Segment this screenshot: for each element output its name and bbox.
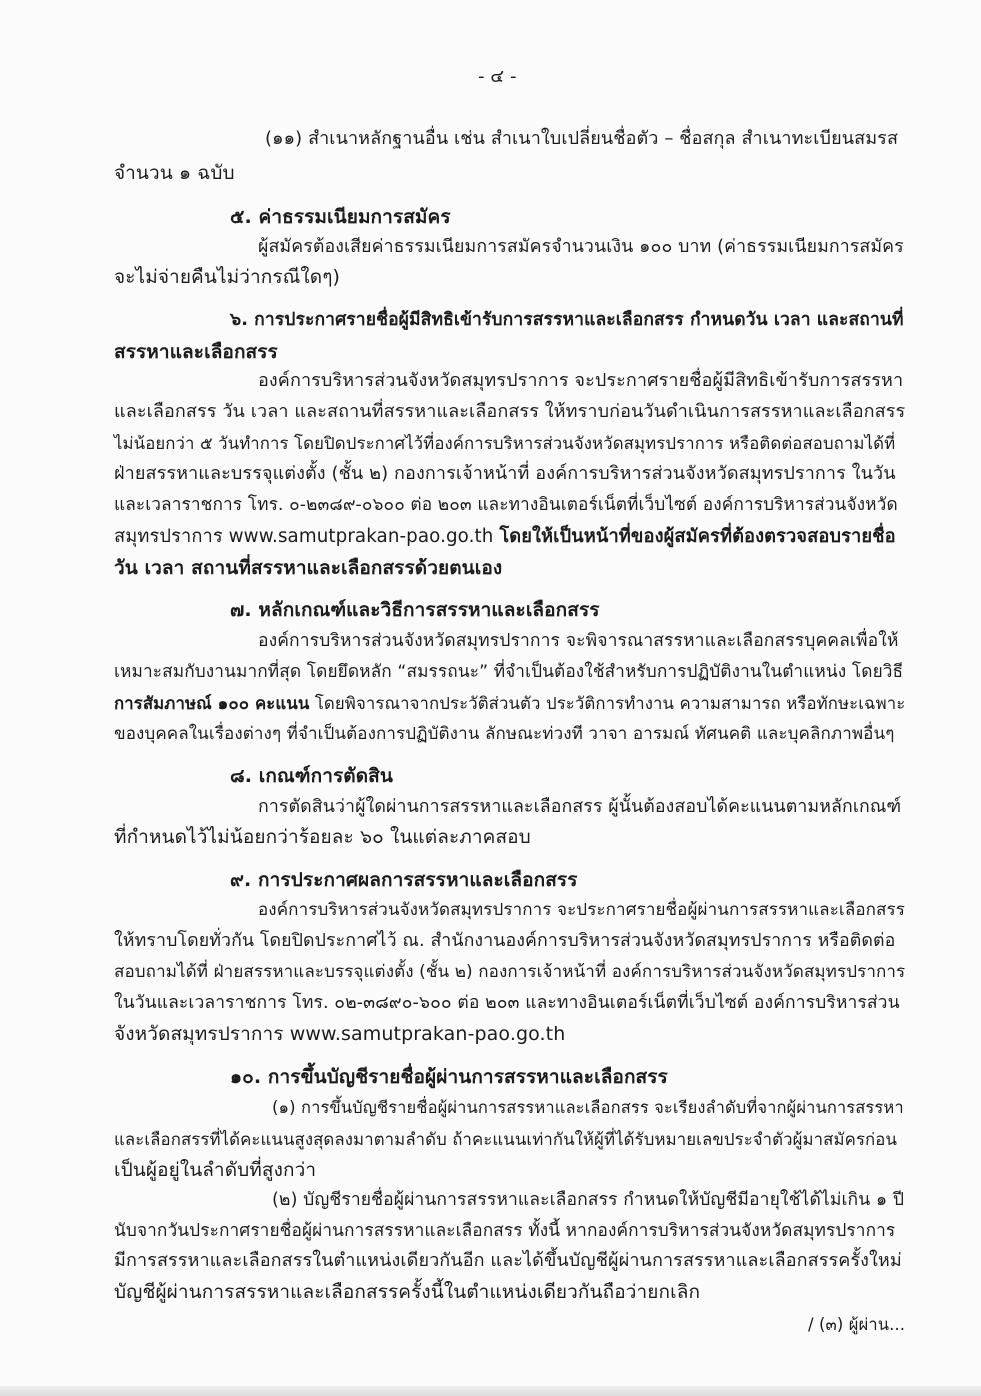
- section-7-line-3: [114, 688, 905, 718]
- section-7-interview-score: การสัมภาษณ์ ๑๐๐ คะแนน: [114, 693, 310, 713]
- section-10-sub-2-line-2: นับจากวันประกาศรายชื่อผู้ผ่านการสรรหาและเลือกสรร ทั้งนี้ หากองค์การบริหารส่วนจังหวัดสมุทรปราการ: [114, 1221, 896, 1241]
- section-9-line-5: จังหวัดสมุทรปราการ www.samutprakan-pao.go.th: [114, 1023, 566, 1045]
- section-10-heading: ๑๐. การขึ้นบัญชีรายชื่อผู้ผ่านการสรรหาและเลือกสรร: [230, 1066, 668, 1088]
- section-8-heading: ๘. เกณฑ์การตัดสิน: [230, 765, 393, 787]
- continuation-note: / (๓) ผู้ผ่าน...: [808, 1315, 906, 1334]
- section-8-line-1: การตัดสินว่าผู้ใดผ่านการสรรหาและเลือกสรร ผู้นั้นต้องสอบได้คะแนนตามหลักเกณฑ์: [258, 797, 902, 817]
- item-11-line-1: (๑๑) สำเนาหลักฐานอื่น เช่น สำเนาใบเปลี่ยนชื่อตัว – ชื่อสกุล สำเนาทะเบียนสมรส: [265, 128, 899, 149]
- section-10-sub-2-line-4: บัญชีผู้ผ่านการสรรหาและเลือกสรรครั้งนี้ในตำแหน่งเดียวกันถือว่ายกเลิก: [114, 1281, 701, 1303]
- section-6-line-1: องค์การบริหารส่วนจังหวัดสมุทรปราการ จะประกาศรายชื่อผู้มีสิทธิเข้ารับการสรรหา: [258, 370, 904, 391]
- section-6-line-5: และเวลาราชการ โทร. ๐-๒๓๘๙-๐๖๐๐ ต่อ ๒๐๓ และทางอินเตอร์เน็ตที่เว็บไซต์ องค์การบริหารส่วนจังหวัด: [114, 495, 898, 515]
- section-5-heading: ๕. ค่าธรรมเนียมการสมัคร: [230, 206, 451, 228]
- section-6-line-4: ฝ่ายสรรหาและบรรจุแต่งตั้ง (ชั้น ๒) กองการเจ้าหน้าที่ องค์การบริหารส่วนจังหวัดสมุทรปราการ ในวัน: [114, 463, 896, 484]
- section-7-line-2: เหมาะสมกับงานมากที่สุด โดยยึดหลัก “สมรรถนะ” ที่จำเป็นต้องใช้สำหรับการปฏิบัติงานในตำแหน่ง โดยวิธี: [114, 662, 904, 682]
- section-10-sub-2-line-3: มีการสรรหาและเลือกสรรในตำแหน่งเดียวกันอีก และได้ขึ้นบัญชีผู้ผ่านการสรรหาและเลือกสรรครั้งใหม่: [114, 1250, 902, 1271]
- section-6-line-3: ไม่น้อยกว่า ๕ วันทำการ โดยปิดประกาศไว้ที่องค์การบริหารส่วนจังหวัดสมุทรปราการ หรือติดต่อสอบถามได้ที่: [114, 433, 896, 453]
- section-7-line-4: ของบุคคลในเรื่องต่างๆ ที่จำเป็นต้องการปฏิบัติงาน ลักษณะท่วงที วาจา อารมณ์ ทัศนคติ และบุคลิกภาพอื่นๆ: [114, 724, 895, 744]
- section-6-line-6-emphasis: โดยให้เป็นหน้าที่ของผู้สมัครที่ต้องตรวจสอบรายชื่อ: [499, 526, 896, 547]
- page-bottom-edge: [0, 1386, 981, 1396]
- section-6-heading: ๖. การประกาศรายชื่อผู้มีสิทธิเข้ารับการสรรหาและเลือกสรร กำหนดวัน เวลา และสถานที่: [230, 310, 904, 330]
- section-8-line-2: ที่กำหนดไว้ไม่น้อยกว่าร้อยละ ๖๐ ในแต่ละภาคสอบ: [114, 826, 531, 848]
- section-6-heading-cont: สรรหาและเลือกสรร: [114, 341, 278, 363]
- section-10-sub-2-line-1: (๒) บัญชีรายชื่อผู้ผ่านการสรรหาและเลือกสรร กำหนดให้บัญชีมีอายุใช้ได้ไม่เกิน ๑ ปี: [272, 1190, 905, 1210]
- item-11-line-2: จำนวน ๑ ฉบับ: [114, 162, 235, 184]
- section-6-line-6-text: สมุทรปราการ www.samutprakan-pao.go.th: [114, 526, 500, 547]
- section-10-sub-1-line-3: เป็นผู้อยู่ในลำดับที่สูงกว่า: [114, 1159, 317, 1181]
- section-6-line-6: [114, 522, 896, 552]
- section-9-line-4: ในวันและเวลาราชการ โทร. ๐๒-๓๘๙๐-๖๐๐ ต่อ ๒๐๓ และทางอินเตอร์เน็ตที่เว็บไซต์ องค์การบริหารส่วน: [114, 993, 900, 1013]
- section-10-sub-1-line-2: และเลือกสรรที่ได้คะแนนสูงสุดลงมาตามลำดับ ถ้าคะแนนเท่ากันให้ผู้ที่ได้รับหมายเลขประจำตัวผู้มาสมัครก่อน: [114, 1129, 897, 1149]
- section-9-line-3: สอบถามได้ที่ ฝ่ายสรรหาและบรรจุแต่งตั้ง (ชั้น ๒) กองการเจ้าหน้าที่ องค์การบริหารส่วนจังหวัดสมุทรปราการ: [114, 962, 906, 982]
- section-6-line-7: วัน เวลา สถานที่สรรหาและเลือกสรรด้วยตนเอง: [114, 557, 503, 579]
- page-number: - ๔ -: [478, 66, 517, 87]
- section-6-line-2: และเลือกสรร วัน เวลา และสถานที่สรรหาและเลือกสรร ให้ทราบก่อนวันดำเนินการสรรหาและเลือกสรร: [114, 401, 906, 422]
- section-9-line-1: องค์การบริหารส่วนจังหวัดสมุทรปราการ จะประกาศรายชื่อผู้ผ่านการสรรหาและเลือกสรร: [258, 900, 905, 920]
- section-9-heading: ๙. การประกาศผลการสรรหาและเลือกสรร: [230, 869, 578, 891]
- section-7-line-3-text: โดยพิจารณาจากประวัติส่วนตัว ประวัติการทำงาน ความสามารถ หรือทักษะเฉพาะ: [309, 693, 906, 713]
- section-5-line-1: ผู้สมัครต้องเสียค่าธรรมเนียมการสมัครจำนวนเงิน ๑๐๐ บาท (ค่าธรรมเนียมการสมัคร: [258, 237, 904, 257]
- section-9-line-2: ให้ทราบโดยทั่วกัน โดยปิดประกาศไว้ ณ. สำนักงานองค์การบริหารส่วนจังหวัดสมุทรปราการ หรือติดต่อ: [114, 931, 896, 951]
- section-7-heading: ๗. หลักเกณฑ์และวิธีการสรรหาและเลือกสรร: [230, 599, 600, 621]
- section-5-line-2: จะไม่จ่ายคืนไม่ว่ากรณีใดๆ): [114, 266, 341, 288]
- section-10-sub-1-line-1: (๑) การขึ้นบัญชีรายชื่อผู้ผ่านการสรรหาและเลือกสรร จะเรียงลำดับที่จากผู้ผ่านการสรรหา: [272, 1098, 904, 1117]
- section-7-line-1: องค์การบริหารส่วนจังหวัดสมุทรปราการ จะพิจารณาสรรหาและเลือกสรรบุคคลเพื่อให้: [258, 631, 899, 651]
